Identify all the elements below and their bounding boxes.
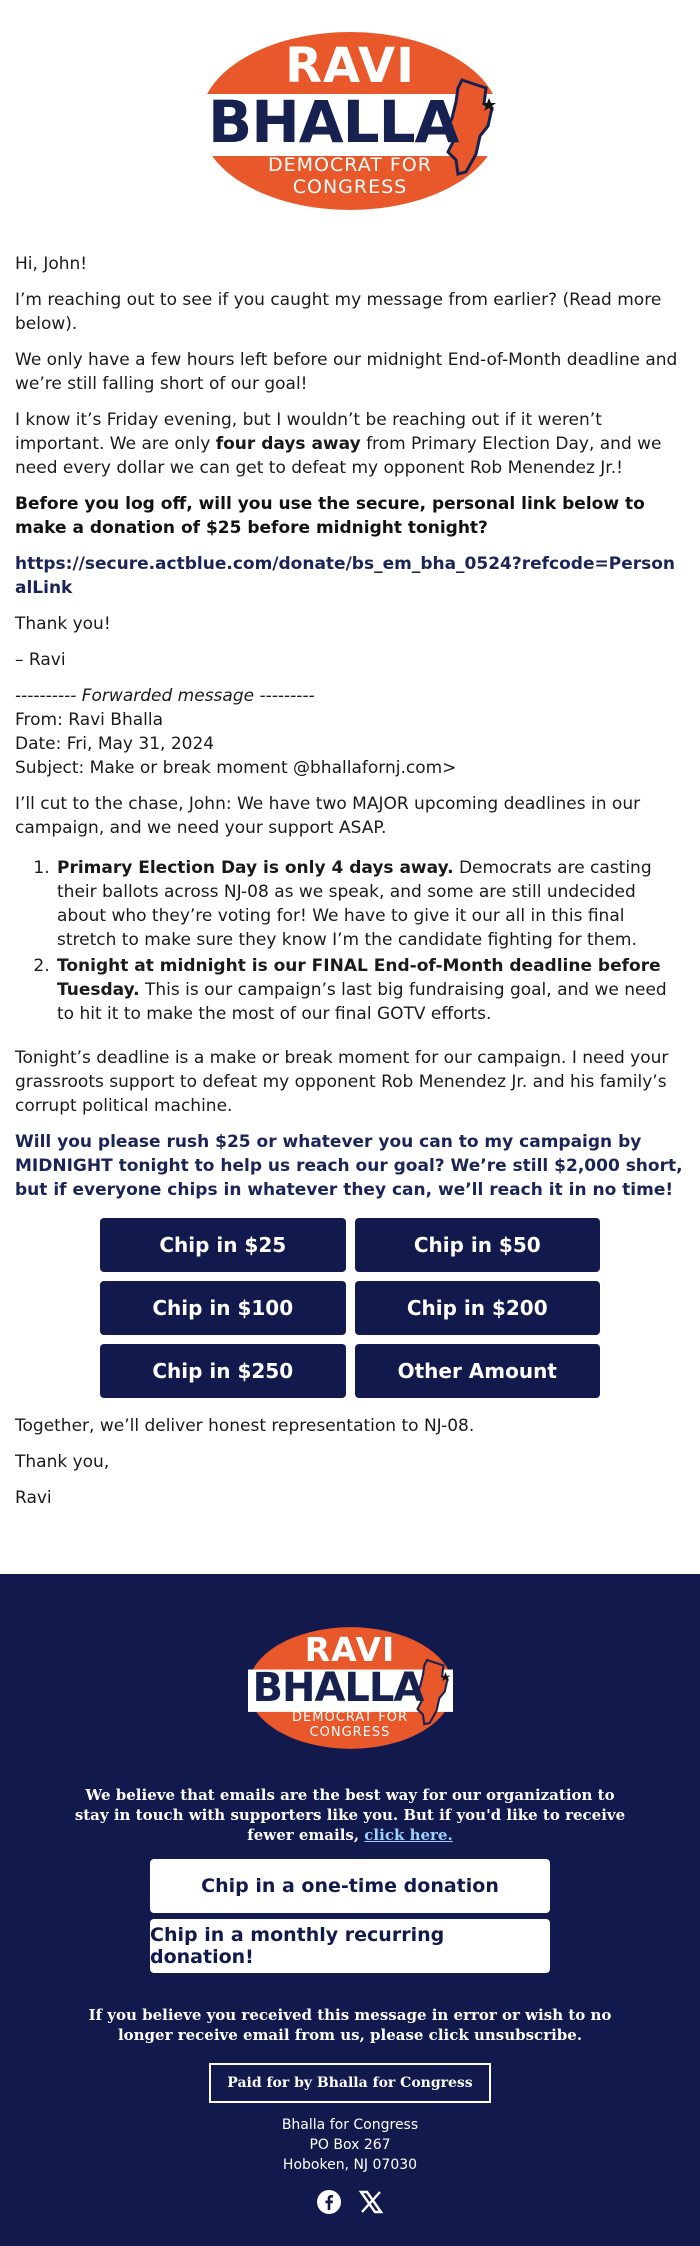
header-logo-wrap — [0, 32, 700, 210]
closing-line: Together, we’ll deliver honest representation to NJ-08. — [15, 1416, 475, 1436]
paid-for-box: Paid for by Bhalla for Congress — [209, 2063, 490, 2103]
p3-before: I know it’s Friday evening, but I wouldn’t be reaching out if it weren’t important. We are only — [15, 410, 602, 454]
footer-email-note — [70, 1785, 630, 1845]
monthly-donation-button[interactable]: Chip in a monthly recurring donation! — [150, 1919, 550, 1973]
forwarded-header-block — [15, 684, 685, 780]
footer-logo-tagline-2: CONGRESS — [309, 1725, 391, 1740]
greeting: Hi, John! — [15, 254, 88, 274]
list-item — [55, 954, 685, 1026]
closing-signoff: Ravi — [15, 1488, 52, 1508]
fewer-emails-link[interactable]: click here. — [364, 1826, 453, 1844]
message-paragraph-1: I’ll cut to the chase, John: We have two MAJOR upcoming deadlines in our campaign, and we need your support ASAP. — [15, 794, 641, 838]
footer-logo-surname: BHALLA — [252, 1665, 424, 1711]
chip-250-button[interactable]: Chip in $250 — [100, 1344, 346, 1398]
message-paragraph-2: Tonight’s deadline is a make or break moment for our campaign. I need your grassroots support to defeat my opponent Rob Menendez Jr. and his family’s corrupt political machine. — [15, 1048, 669, 1116]
footer-logo-tagline-1: DEMOCRAT FOR — [292, 1710, 408, 1725]
cta-text: Will you please rush $25 or whatever you can to my campaign by MIDNIGHT tonight to help us reach our goal? We’re still $2,000 short, but if everyone chips in whatever they can, we’ll reach it in no time! — [15, 1132, 683, 1200]
address-line: Hoboken, NJ 07030 — [282, 2157, 418, 2173]
donation-ask: Before you log off, will you use the secure, personal link below to make a donation of $25 before midnight tonight? — [15, 494, 645, 538]
intro-signoff: – Ravi — [15, 650, 66, 670]
deadline-list — [55, 856, 685, 1026]
unsubscribe-note: If you believe you received this message in error or wish to no longer receive email from us, please click unsubscribe. — [88, 2006, 612, 2044]
list-item-text: This is our campaign’s last big fundraising goal, and we need to hit it to make the most of our final GOTV efforts. — [57, 980, 667, 1024]
logo-tagline-1: DEMOCRAT FOR — [268, 154, 432, 176]
footer-logo-wrap — [0, 1627, 700, 1749]
one-time-donation-button[interactable]: Chip in a one-time donation — [150, 1859, 550, 1913]
x-icon[interactable] — [358, 2189, 384, 2215]
footer — [0, 1574, 700, 2246]
chip-50-button[interactable]: Chip in $50 — [355, 1218, 601, 1272]
list-item-bold: Primary Election Day is only 4 days away. — [57, 858, 454, 878]
chip-100-button[interactable]: Chip in $100 — [100, 1281, 346, 1335]
list-item — [55, 856, 685, 952]
address-line: Bhalla for Congress — [281, 2117, 419, 2133]
footer-logo — [248, 1627, 453, 1749]
footer-logo-first-name: RAVI — [304, 1630, 396, 1669]
other-amount-button[interactable]: Other Amount — [355, 1344, 601, 1398]
intro-paragraph-1: I’m reaching out to see if you caught my message from earlier? (Read more below). — [15, 290, 662, 334]
forwarded-date: Date: Fri, May 31, 2024 — [15, 734, 215, 754]
forwarded-subject: Subject: Make or break moment @bhallafornj.com> — [15, 758, 457, 778]
facebook-icon[interactable] — [316, 2189, 342, 2215]
donate-link[interactable]: https://secure.actblue.com/donate/bs_em_bha_0524?refcode=PersonalLink — [15, 554, 676, 598]
forwarded-from: From: Ravi Bhalla — [15, 710, 164, 730]
social-links — [0, 2189, 700, 2215]
header-logo — [200, 32, 500, 210]
p3-after: from Primary Election Day, and we need every dollar we can get to defeat my opponent Rob Menendez Jr.! — [15, 434, 662, 478]
address-line: PO Box 267 — [309, 2137, 391, 2153]
intro-thanks: Thank you! — [15, 614, 111, 634]
forwarded-header: ---------- Forwarded message --------- — [15, 686, 315, 706]
list-item-text: Democrats are casting their ballots across NJ-08 as we speak, and some are still undecided about who they’re voting for! We have to give it our all in this final stretch to make sure they know I’m the candidate fighting for them. — [57, 858, 652, 950]
chip-25-button[interactable]: Chip in $25 — [100, 1218, 346, 1272]
chip-200-button[interactable]: Chip in $200 — [355, 1281, 601, 1335]
logo-tagline-2: CONGRESS — [292, 176, 408, 198]
list-item-bold: Tonight at midnight is our FINAL End-of-Month deadline before Tuesday. — [57, 956, 661, 1000]
closing-thanks: Thank you, — [15, 1452, 110, 1472]
logo-surname: BHALLA — [208, 88, 459, 156]
intro-paragraph-3 — [15, 408, 685, 480]
donation-button-grid — [100, 1218, 600, 1398]
logo-first-name: RAVI — [285, 38, 415, 94]
email-body — [0, 252, 700, 1510]
mailing-address — [0, 2115, 700, 2175]
intro-paragraph-2: We only have a few hours left before our midnight End-of-Month deadline and we’re still falling short of our goal! — [15, 350, 678, 394]
p3-bold: four days away — [215, 434, 361, 454]
footer-note-text: We believe that emails are the best way for our organization to stay in touch with supporters like you. But if you'd like to receive fewer emails, — [74, 1786, 626, 1844]
